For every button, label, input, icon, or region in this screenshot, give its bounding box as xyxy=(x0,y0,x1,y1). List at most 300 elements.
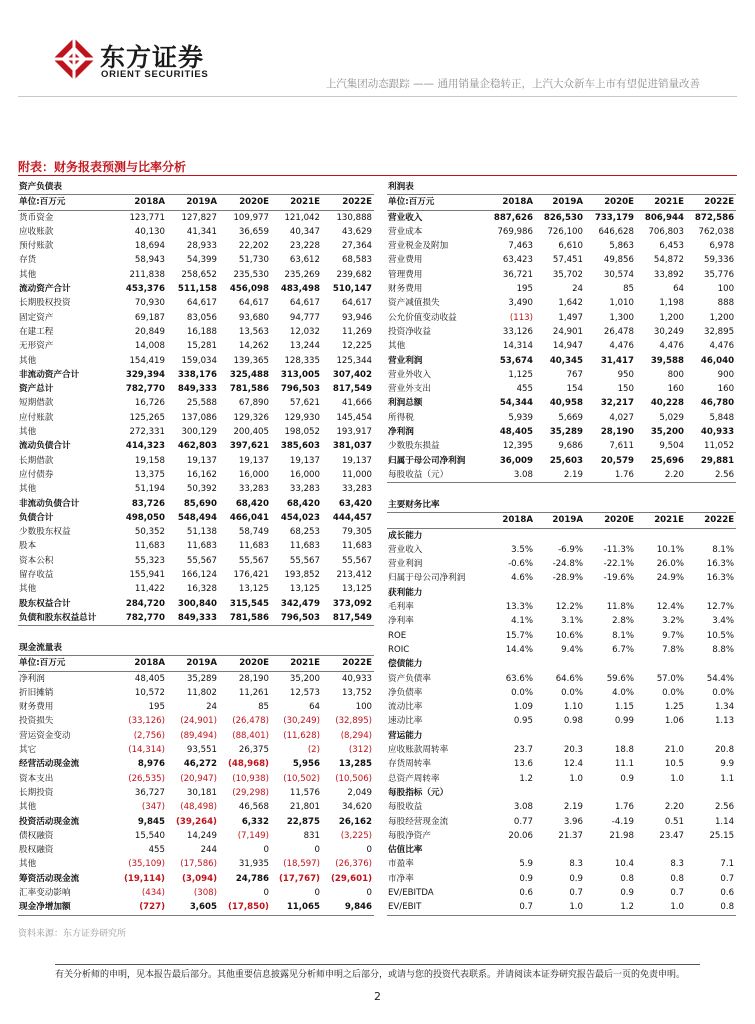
value-cell: 30,574 xyxy=(603,269,634,280)
value-cell: 0 xyxy=(314,888,320,899)
value-cell xyxy=(485,586,535,600)
table-row xyxy=(18,597,374,611)
value-cell xyxy=(636,786,686,800)
row-label: 营运资金变动 xyxy=(19,730,71,741)
year-header: 2021E xyxy=(271,195,322,210)
value-cell: 800 xyxy=(667,369,684,380)
row-label: 营业收入 xyxy=(388,544,423,555)
value-cell: 342,479 xyxy=(280,598,320,609)
value-cell: 123,771 xyxy=(129,212,165,223)
value-cell: 414,323 xyxy=(125,441,165,452)
row-label: 资本支出 xyxy=(19,773,54,784)
value-cell: 35,200 xyxy=(289,673,320,684)
value-cell: 36,009 xyxy=(499,455,533,466)
table-row xyxy=(387,757,736,771)
value-cell: 139,365 xyxy=(233,355,269,366)
value-cell: 0 xyxy=(314,845,320,856)
table-row xyxy=(18,729,374,743)
value-cell: 1.76 xyxy=(585,468,636,483)
value-cell: 1.10 xyxy=(563,702,583,713)
row-label: 少数股东损益 xyxy=(388,441,440,452)
value-cell: 11,683 xyxy=(289,541,320,552)
cash-flow-table xyxy=(18,641,374,916)
value-cell: 35,289 xyxy=(186,673,217,684)
row-label: 折旧摊销 xyxy=(19,687,54,698)
value-cell: 315,545 xyxy=(229,598,269,609)
value-cell: 4,476 xyxy=(659,341,684,352)
table-row xyxy=(387,686,736,700)
year-header: 2020E xyxy=(219,195,271,210)
row-label: 流动资产合计 xyxy=(19,284,71,295)
value-cell: 397,621 xyxy=(229,441,269,452)
value-cell: 50,352 xyxy=(134,527,165,538)
row-label: 应收账款 xyxy=(19,226,54,237)
unit-label: 单位:百万元 xyxy=(387,195,485,210)
value-cell: 54,344 xyxy=(499,398,533,409)
value-cell: 28,190 xyxy=(238,673,269,684)
value-cell: 14,262 xyxy=(238,341,269,352)
table-row xyxy=(387,857,736,871)
value-cell: 4,027 xyxy=(609,412,634,423)
value-cell: 510,147 xyxy=(332,284,373,295)
row-label: 股东权益合计 xyxy=(19,598,71,609)
value-cell: 85,690 xyxy=(183,498,217,509)
value-cell: 28,190 xyxy=(600,427,634,438)
value-cell: 733,179 xyxy=(594,212,634,223)
value-cell: 0.8 xyxy=(670,873,684,884)
value-cell: 128,335 xyxy=(284,355,320,366)
value-cell xyxy=(485,729,535,743)
section-title: 主要财务比率 xyxy=(387,498,736,513)
value-cell: 22,875 xyxy=(286,816,320,827)
value-cell: 48,405 xyxy=(499,427,533,438)
value-cell: 20.8 xyxy=(714,745,735,756)
row-label: 投资损失 xyxy=(19,716,54,727)
value-cell: 325,488 xyxy=(229,369,269,380)
table-row xyxy=(387,886,736,900)
financial-ratios-table xyxy=(387,498,736,916)
header-divider xyxy=(18,96,737,97)
value-cell: 10,572 xyxy=(134,687,165,698)
table-row xyxy=(387,729,736,743)
value-cell: 13,125 xyxy=(289,584,320,595)
value-cell: 454,023 xyxy=(280,512,320,523)
row-label: 所得税 xyxy=(388,412,414,423)
value-cell: 831 xyxy=(303,830,320,841)
value-cell: 55,567 xyxy=(341,555,373,566)
value-cell: 48,405 xyxy=(134,673,165,684)
row-label: 营业利润 xyxy=(388,355,423,366)
value-cell: 11,576 xyxy=(289,787,320,798)
value-cell: 68,253 xyxy=(289,527,320,538)
value-cell: (32,895) xyxy=(335,716,373,727)
value-cell: (14,314) xyxy=(128,745,165,756)
value-cell: 849,333 xyxy=(177,384,217,395)
value-cell: 69,187 xyxy=(134,312,165,323)
value-cell: 33,283 xyxy=(289,484,320,495)
value-cell: 54,872 xyxy=(653,255,684,266)
table-row xyxy=(18,886,374,900)
value-cell: 93,551 xyxy=(186,745,217,756)
value-cell: -22.1% xyxy=(603,559,634,570)
value-cell: 498,050 xyxy=(125,512,165,523)
row-label: 毛利率 xyxy=(388,602,414,613)
value-cell: 145,454 xyxy=(336,412,373,423)
value-cell: 3.2% xyxy=(662,616,684,627)
table-row xyxy=(18,482,374,496)
orient-securities-logo-icon xyxy=(52,37,96,81)
table-row xyxy=(387,239,736,253)
row-label: 总资产周转率 xyxy=(388,773,440,784)
value-cell: 462,803 xyxy=(177,441,217,452)
row-label: 营业费用 xyxy=(388,255,423,266)
value-cell: 13,752 xyxy=(341,687,373,698)
value-cell: 456,098 xyxy=(229,284,269,295)
value-cell: 20,849 xyxy=(134,326,165,337)
value-cell: 155,941 xyxy=(129,570,165,581)
table-row xyxy=(18,511,374,525)
year-header: 2019A xyxy=(167,656,219,671)
value-cell: 235,530 xyxy=(233,269,269,280)
value-cell: 3.4% xyxy=(712,616,735,627)
value-cell: (39,264) xyxy=(175,816,217,827)
value-cell: 193,917 xyxy=(336,427,373,438)
value-cell: 1.2 xyxy=(585,900,636,915)
value-cell: 4,476 xyxy=(709,341,735,352)
value-cell: 21.37 xyxy=(558,830,583,841)
value-cell: (10,938) xyxy=(232,773,269,784)
row-label: 现金净增加额 xyxy=(18,900,116,915)
table-row xyxy=(18,714,374,728)
value-cell: 1,300 xyxy=(609,312,634,323)
row-label: 每股收益 xyxy=(388,802,423,813)
value-cell: 646,628 xyxy=(598,226,634,237)
row-label: 营业外支出 xyxy=(388,384,431,395)
value-cell: 19,137 xyxy=(341,455,373,466)
value-cell: 5.9 xyxy=(519,859,533,870)
value-cell: (7,149) xyxy=(237,830,269,841)
table-row xyxy=(18,425,374,439)
title-divider xyxy=(18,175,737,176)
value-cell xyxy=(585,657,636,671)
value-cell: 11,683 xyxy=(238,541,269,552)
value-cell: (26,478) xyxy=(232,716,269,727)
year-header: 2022E xyxy=(322,195,374,210)
table-row xyxy=(18,582,374,596)
value-cell: 11,683 xyxy=(134,541,165,552)
row-label: 股权融资 xyxy=(19,845,54,856)
year-header: 2020E xyxy=(585,513,636,528)
value-cell: -24.8% xyxy=(552,559,583,570)
value-cell: 16,162 xyxy=(186,469,217,480)
value-cell xyxy=(636,657,686,671)
value-cell: 300,840 xyxy=(177,598,217,609)
value-cell: 11,802 xyxy=(186,687,217,698)
value-cell: 706,803 xyxy=(648,226,684,237)
section-title: 利润表 xyxy=(387,180,736,195)
value-cell xyxy=(686,586,736,600)
value-cell: 11.8% xyxy=(606,602,634,613)
value-cell: 10.4 xyxy=(614,859,634,870)
value-cell: 3.96 xyxy=(563,816,583,827)
row-label: 长期股权投资 xyxy=(19,298,71,309)
value-cell: 23.47 xyxy=(659,830,684,841)
value-cell: 36,727 xyxy=(134,787,165,798)
value-cell: (113) xyxy=(509,312,533,323)
value-cell: 19,158 xyxy=(134,455,165,466)
table-row xyxy=(387,586,736,600)
value-cell: (48,498) xyxy=(180,802,217,813)
row-label: 管理费用 xyxy=(388,269,423,280)
year-header: 2021E xyxy=(636,195,686,210)
value-cell: 5,956 xyxy=(292,759,320,770)
value-cell: (18,597) xyxy=(283,859,320,870)
value-cell: 26,162 xyxy=(338,816,373,827)
value-cell: 41,666 xyxy=(341,398,373,409)
value-cell: 154,419 xyxy=(129,355,165,366)
value-cell xyxy=(535,729,585,743)
value-cell: 64,617 xyxy=(186,298,217,309)
row-label: 净利润 xyxy=(388,427,414,438)
value-cell: (19,114) xyxy=(123,873,165,884)
table-row xyxy=(18,296,374,310)
row-label: 其他 xyxy=(19,859,37,870)
value-cell: (26,376) xyxy=(335,859,373,870)
value-cell: (48,968) xyxy=(227,759,269,770)
value-cell: 50,392 xyxy=(186,484,217,495)
row-label: 公允价值变动收益 xyxy=(388,312,457,323)
row-label: 归属于母公司净利润 xyxy=(388,455,466,466)
logo-english-name: ORIENT SECURITIES xyxy=(101,69,209,80)
value-cell: 8.8% xyxy=(712,644,735,655)
row-label: 市净率 xyxy=(388,873,414,884)
value-cell: 11,000 xyxy=(341,469,373,480)
table-row xyxy=(387,600,736,614)
value-cell: 239,682 xyxy=(336,269,373,280)
value-cell: 769,986 xyxy=(497,226,533,237)
value-cell: 93,680 xyxy=(238,312,269,323)
row-label: 其他 xyxy=(19,269,37,280)
value-cell: 4.0% xyxy=(612,687,634,698)
value-cell: 1,198 xyxy=(659,298,684,309)
value-cell: 781,586 xyxy=(229,384,269,395)
value-cell: 43,629 xyxy=(341,226,373,237)
row-label: 营业收入 xyxy=(388,212,423,223)
table-row xyxy=(18,900,374,915)
table-row xyxy=(387,872,736,886)
value-cell: (11,628) xyxy=(283,730,320,741)
value-cell: 726,100 xyxy=(547,226,583,237)
value-cell: 16,188 xyxy=(186,326,217,337)
value-cell: 21.98 xyxy=(609,830,634,841)
value-cell: 1.13 xyxy=(714,716,735,727)
row-label: 应收账款周转率 xyxy=(388,745,449,756)
value-cell: 109,977 xyxy=(233,212,269,223)
value-cell: 0.9 xyxy=(569,873,583,884)
value-cell: 30,181 xyxy=(186,787,217,798)
value-cell: 11,422 xyxy=(134,584,165,595)
value-cell: 68,420 xyxy=(235,498,269,509)
table-row xyxy=(387,411,736,425)
row-label: 无形资产 xyxy=(19,341,54,352)
value-cell: 13,125 xyxy=(341,584,373,595)
row-label: 获利能力 xyxy=(388,587,423,598)
value-cell: 12.4% xyxy=(656,602,684,613)
row-label: 资产负债率 xyxy=(388,673,431,684)
row-label: 货币资金 xyxy=(19,212,54,223)
value-cell: 13.6 xyxy=(513,759,533,770)
value-cell: 46,040 xyxy=(700,355,735,366)
value-cell: 31,417 xyxy=(600,355,634,366)
value-cell xyxy=(636,586,686,600)
value-cell: 13,125 xyxy=(238,584,269,595)
value-cell: 1.2 xyxy=(519,773,533,784)
value-cell: 35,200 xyxy=(650,427,684,438)
value-cell: 5,029 xyxy=(659,412,684,423)
row-label: 流动比率 xyxy=(388,702,423,713)
year-header: 2018A xyxy=(485,195,535,210)
value-cell: 13,285 xyxy=(338,759,373,770)
value-cell: 11,065 xyxy=(271,900,322,915)
table-row xyxy=(387,629,736,643)
table-row xyxy=(387,382,736,396)
table-row xyxy=(18,368,374,382)
year-header: 2019A xyxy=(535,513,585,528)
value-cell: 40,130 xyxy=(134,226,165,237)
value-cell: 10.6% xyxy=(555,630,583,641)
value-cell: 26.0% xyxy=(656,559,684,570)
section-title-row xyxy=(387,180,736,195)
value-cell: 53,674 xyxy=(499,355,533,366)
value-cell: 100 xyxy=(717,284,735,295)
row-label: 负债和股东权益总计 xyxy=(18,611,116,626)
value-cell: 548,494 xyxy=(177,512,217,523)
value-cell: 466,041 xyxy=(229,512,269,523)
value-cell: 195 xyxy=(148,702,165,713)
year-header: 2021E xyxy=(636,513,686,528)
table-row xyxy=(387,468,736,483)
value-cell xyxy=(585,586,636,600)
row-label: 净负债率 xyxy=(388,687,423,698)
value-cell: 34,620 xyxy=(341,802,373,813)
value-cell: 64.6% xyxy=(555,673,583,684)
value-cell: (2) xyxy=(307,745,320,756)
row-label: 应付账款 xyxy=(19,412,54,423)
value-cell: 64,617 xyxy=(341,298,373,309)
row-label: 流动负债合计 xyxy=(19,441,71,452)
table-row xyxy=(387,354,736,368)
value-cell: 9,504 xyxy=(659,441,684,452)
table-row xyxy=(387,557,736,571)
value-cell: 455 xyxy=(148,845,165,856)
value-cell: 63,420 xyxy=(338,498,373,509)
table-row xyxy=(18,743,374,757)
value-cell xyxy=(485,786,535,800)
value-cell: 46,272 xyxy=(183,759,217,770)
value-cell xyxy=(686,528,736,543)
table-row xyxy=(387,368,736,382)
row-label: 归属于母公司净利润 xyxy=(388,573,466,584)
value-cell: (24,901) xyxy=(180,716,217,727)
row-label: 存货 xyxy=(19,255,37,266)
value-cell: (3,094) xyxy=(181,873,217,884)
value-cell: 3.5% xyxy=(511,544,533,555)
value-cell: 30,249 xyxy=(653,326,684,337)
value-cell: 1,125 xyxy=(508,369,533,380)
value-cell: 826,530 xyxy=(543,212,583,223)
value-cell: 6.7% xyxy=(612,644,634,655)
value-cell: 373,092 xyxy=(332,598,373,609)
value-cell: 211,838 xyxy=(129,269,165,280)
value-cell: 83,056 xyxy=(186,312,217,323)
value-cell: 64,617 xyxy=(238,298,269,309)
table-row xyxy=(387,900,736,915)
value-cell: 16.3% xyxy=(706,573,735,584)
value-cell: 20,579 xyxy=(600,455,634,466)
value-cell: 329,394 xyxy=(125,369,165,380)
value-cell: 51,730 xyxy=(238,255,269,266)
value-cell: -4.19 xyxy=(611,816,634,827)
value-cell: 1.1 xyxy=(720,773,735,784)
value-cell: 2.8% xyxy=(612,616,634,627)
row-label: 营业成本 xyxy=(388,226,423,237)
year-header: 2019A xyxy=(535,195,585,210)
value-cell xyxy=(535,657,585,671)
row-label: 负债合计 xyxy=(19,512,54,523)
value-cell: 20.06 xyxy=(508,830,533,841)
value-cell: 0.77 xyxy=(513,816,533,827)
value-cell: 6,332 xyxy=(241,816,269,827)
value-cell: 40,347 xyxy=(289,226,320,237)
disclaimer-footer: 有关分析师的申明，见本报告最后部分。其他重要信息披露见分析师申明之后部分，或请与您的投资代表联系。并请阅读本证券研究报告最后一页的免责申明。 xyxy=(55,970,686,980)
value-cell: 7.8% xyxy=(662,644,684,655)
value-cell xyxy=(485,843,535,857)
value-cell: 11,683 xyxy=(186,541,217,552)
value-cell: 29,881 xyxy=(700,455,735,466)
value-cell: 0 xyxy=(263,845,269,856)
table-row xyxy=(387,396,736,410)
value-cell xyxy=(686,729,736,743)
value-cell: -0.6% xyxy=(508,559,533,570)
table-row xyxy=(387,786,736,800)
value-cell: 1.0 xyxy=(670,773,684,784)
row-label: 在建工程 xyxy=(19,326,54,337)
table-row xyxy=(387,253,736,267)
value-cell: 93,946 xyxy=(341,312,373,323)
value-cell: 40,958 xyxy=(549,398,583,409)
row-label: 营业税金及附加 xyxy=(388,241,449,252)
value-cell xyxy=(636,843,686,857)
value-cell: 2.20 xyxy=(664,802,684,813)
value-cell: 35,289 xyxy=(549,427,583,438)
value-cell: 160 xyxy=(667,384,684,395)
value-cell: (10,506) xyxy=(335,773,373,784)
row-label: 每股指标（元） xyxy=(388,787,449,798)
value-cell: 79,305 xyxy=(341,527,373,538)
value-cell: 1,200 xyxy=(709,312,735,323)
row-label: 汇率变动影响 xyxy=(19,888,71,899)
value-cell: 8.1% xyxy=(612,630,634,641)
row-label: 营业利润 xyxy=(388,559,423,570)
row-label: 短期借款 xyxy=(19,398,54,409)
value-cell: 1,010 xyxy=(609,298,634,309)
table-row xyxy=(387,528,736,543)
row-label: 少数股东权益 xyxy=(19,527,71,538)
value-cell: 33,283 xyxy=(341,484,373,495)
value-cell: 64 xyxy=(309,702,320,713)
table-row xyxy=(18,525,374,539)
table-row xyxy=(18,225,374,239)
